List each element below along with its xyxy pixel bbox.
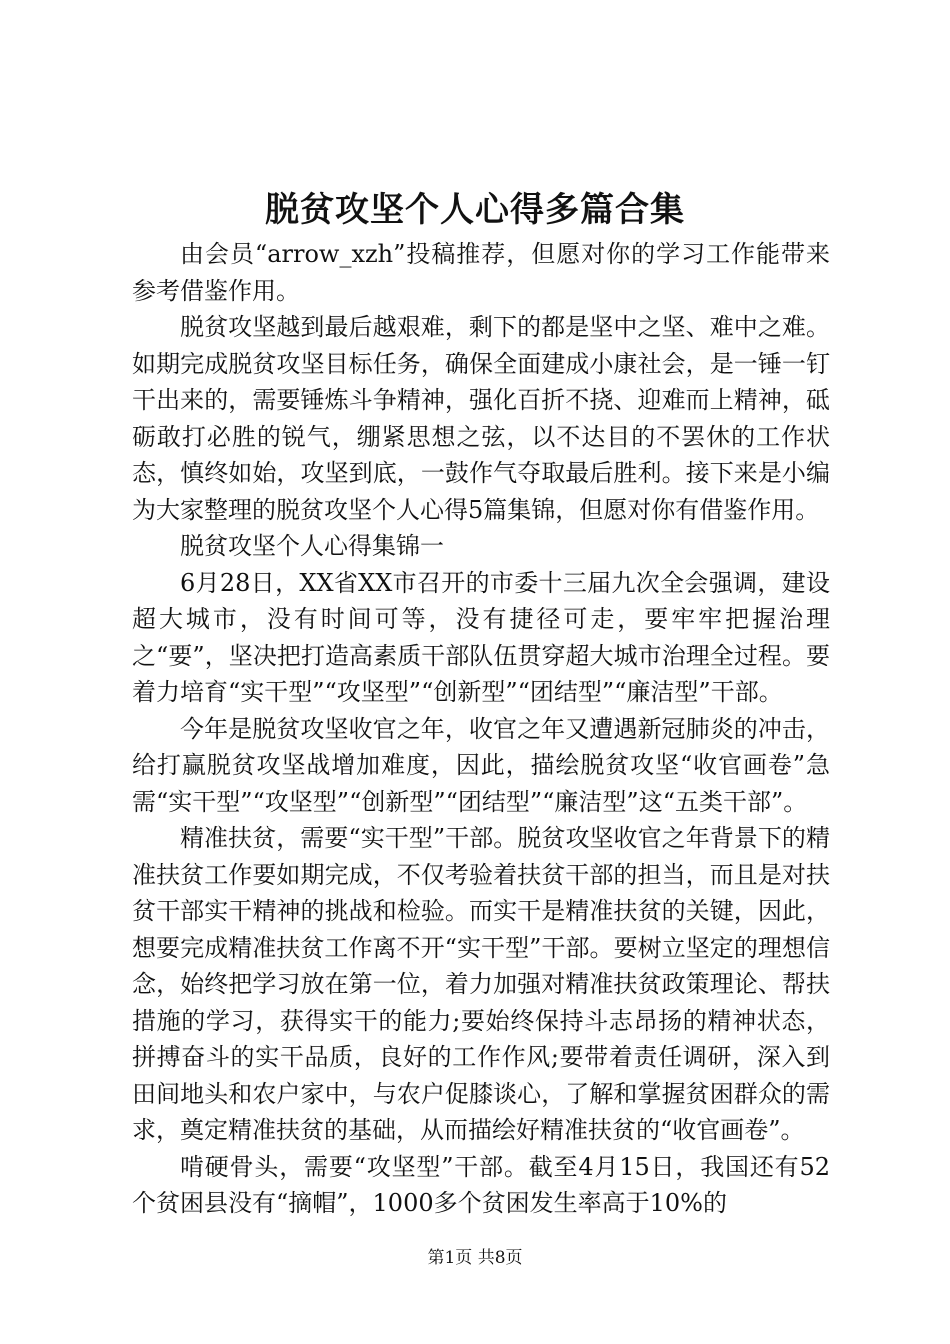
document-title: 脱贫攻坚个人心得多篇合集 (265, 190, 685, 230)
paragraph: 精准扶贫，需要“实干型”干部。脱贫攻坚收官之年背景下的精准扶贫工作要如期完成，不仅考验着扶贫干部的担当，而且是对扶贫干部实干精神的挑战和检验。而实干是精准扶贫的关键，因此，想要完成精准扶贫工作离不开“实干型”干部。要树立坚定的理想信念，始终把学习放在第一位，着力加强对精准扶贫政策理论、帮扶措施的学习，获得实干的能力;要始终保持斗志昂扬的精神状态，拼搏奋斗的实干品质，良好的工作作风;要带着责任调研，深入到田间地头和农户家中，与农户促膝谈心，了解和掌握贫困群众的需求，奠定精准扶贫的基础，从而描绘好精准扶贫的“收官画卷”。 (132, 824, 830, 1144)
paragraph-intro: 由会员“arrow_xzh”投稿推荐，但愿对你的学习工作能带来参考借鉴作用。 (132, 240, 830, 305)
paragraph: 6月28日，XX省XX市召开的市委十三届九次全会强调，建设超大城市，没有时间可等，没有捷径可走，要牢牢把握治理之“要”，坚决把打造高素质干部队伍贯穿超大城市治理全过程。要着力培育“实干型”“攻坚型”“创新型”“团结型”“廉洁型”干部。 (132, 568, 830, 706)
paragraph: 今年是脱贫攻坚收官之年，收官之年又遭遇新冠肺炎的冲击，给打赢脱贫攻坚战增加难度，因此，描绘脱贫攻坚“收官画卷”急需“实干型”“攻坚型”“创新型”“团结型”“廉洁型”这“五类干部”。 (132, 714, 830, 816)
section-heading: 脱贫攻坚个人心得集锦一 (180, 532, 444, 560)
paragraph: 啃硬骨头，需要“攻坚型”干部。截至4月15日，我国还有52个贫困县没有“摘帽”，1000多个贫困发生率高于10%的 (132, 1152, 830, 1217)
page-number-footer: 第1页 共8页 (427, 1248, 523, 1268)
paragraph-summary: 脱贫攻坚越到最后越艰难，剩下的都是坚中之坚、难中之难。如期完成脱贫攻坚目标任务，确保全面建成小康社会，是一锤一钉干出来的，需要锤炼斗争精神，强化百折不挠、迎难而上精神，砥砺敢打必胜的锐气，绷紧思想之弦，以不达目的不罢休的工作状态，慎终如始，攻坚到底，一鼓作气夺取最后胜利。接下来是小编为大家整理的脱贫攻坚个人心得5篇集锦，但愿对你有借鉴作用。 (132, 313, 830, 524)
document-body (132, 236, 830, 1222)
